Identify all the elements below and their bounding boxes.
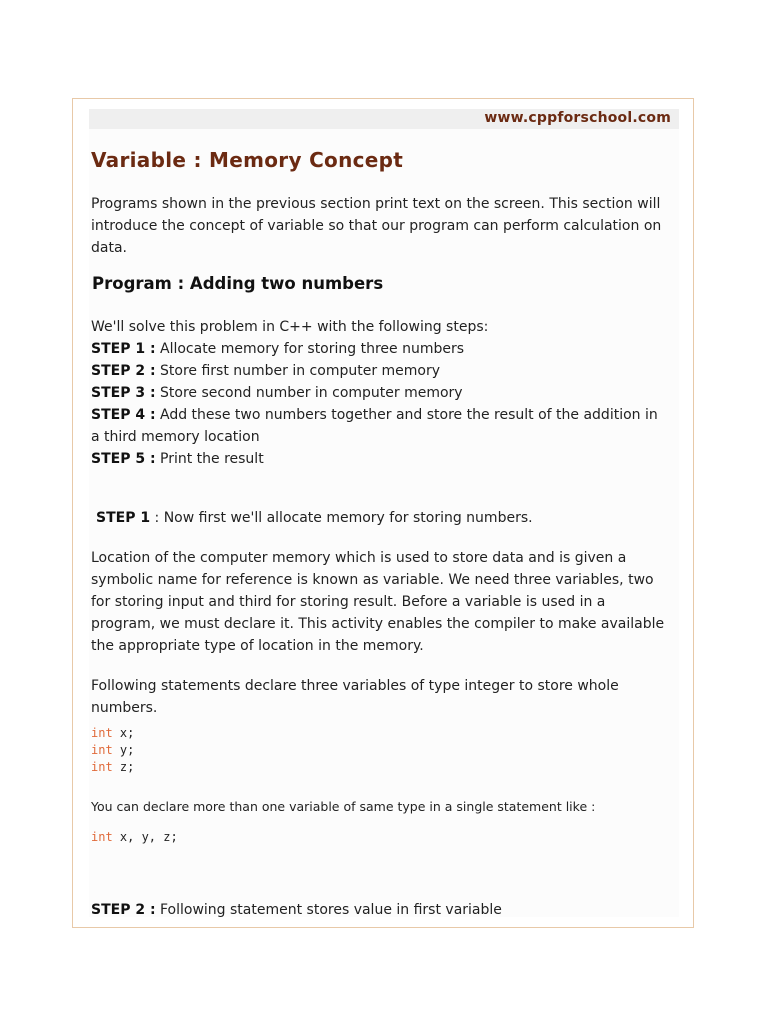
variable-paragraph: Location of the computer memory which is used to store data and is given a symbolic name for reference is known as variable. We need three variables, two for storing input and third for storing result. Before a variable is used in a program, we must declare it. This activity enables the compiler to make available the appropriate type of location in the memory. <box>91 550 665 654</box>
code-block-declarations <box>91 725 134 776</box>
code-line <box>91 742 134 759</box>
code-keyword: int <box>91 726 113 740</box>
code-rest: y; <box>112 743 135 757</box>
step1-detail-label: STEP 1 <box>96 510 151 526</box>
code-rest: x, y, z; <box>112 830 178 844</box>
site-url-link[interactable]: www.cppforschool.com <box>484 110 671 126</box>
step2-detail <box>91 899 666 921</box>
step-label: STEP 4 : <box>91 407 156 423</box>
intro-paragraph: Programs shown in the previous section print text on the screen. This section will introduce the concept of variable so that our program can perform calculation on data. <box>91 196 662 256</box>
step-item <box>91 360 666 382</box>
code-keyword: int <box>91 743 113 757</box>
step-text: Allocate memory for storing three numbers <box>155 341 465 357</box>
step2-detail-label: STEP 2 : <box>91 902 156 918</box>
code-block-single-statement <box>91 829 178 846</box>
step-text: Add these two numbers together and store the result of the addition in a third memory location <box>91 407 658 445</box>
step-text: Store first number in computer memory <box>155 363 441 379</box>
step1-detail <box>96 507 671 529</box>
step-label: STEP 2 : <box>91 363 156 379</box>
step-item <box>91 338 666 360</box>
step-label: STEP 5 : <box>91 451 156 467</box>
code-rest: z; <box>112 760 135 774</box>
step-item <box>91 448 666 470</box>
step-item <box>91 404 666 448</box>
step-item <box>91 382 666 404</box>
step2-detail-text: Following statement stores value in first variable <box>155 902 502 918</box>
code-keyword: int <box>91 760 113 774</box>
page-title: Variable : Memory Concept <box>91 148 404 172</box>
code-line <box>91 759 134 776</box>
document-page <box>72 98 694 928</box>
code-keyword: int <box>91 830 113 844</box>
page-content <box>89 109 679 917</box>
program-heading: Program : Adding two numbers <box>92 274 384 293</box>
declare-paragraph: Following statements declare three variables of type integer to store whole numbers. <box>91 678 619 716</box>
step-text: Store second number in computer memory <box>155 385 463 401</box>
single-statement-note: You can declare more than one variable of same type in a single statement like : <box>91 799 596 814</box>
code-rest: x; <box>112 726 135 740</box>
steps-intro: We'll solve this problem in C++ with the following steps: <box>91 319 489 335</box>
code-line <box>91 829 178 846</box>
steps-list <box>91 316 666 470</box>
step-text: Print the result <box>155 451 264 467</box>
step-label: STEP 1 : <box>91 341 156 357</box>
code-line <box>91 725 134 742</box>
step1-detail-text: : Now first we'll allocate memory for storing numbers. <box>150 510 533 526</box>
site-header-bar <box>89 109 679 129</box>
step-label: STEP 3 : <box>91 385 156 401</box>
